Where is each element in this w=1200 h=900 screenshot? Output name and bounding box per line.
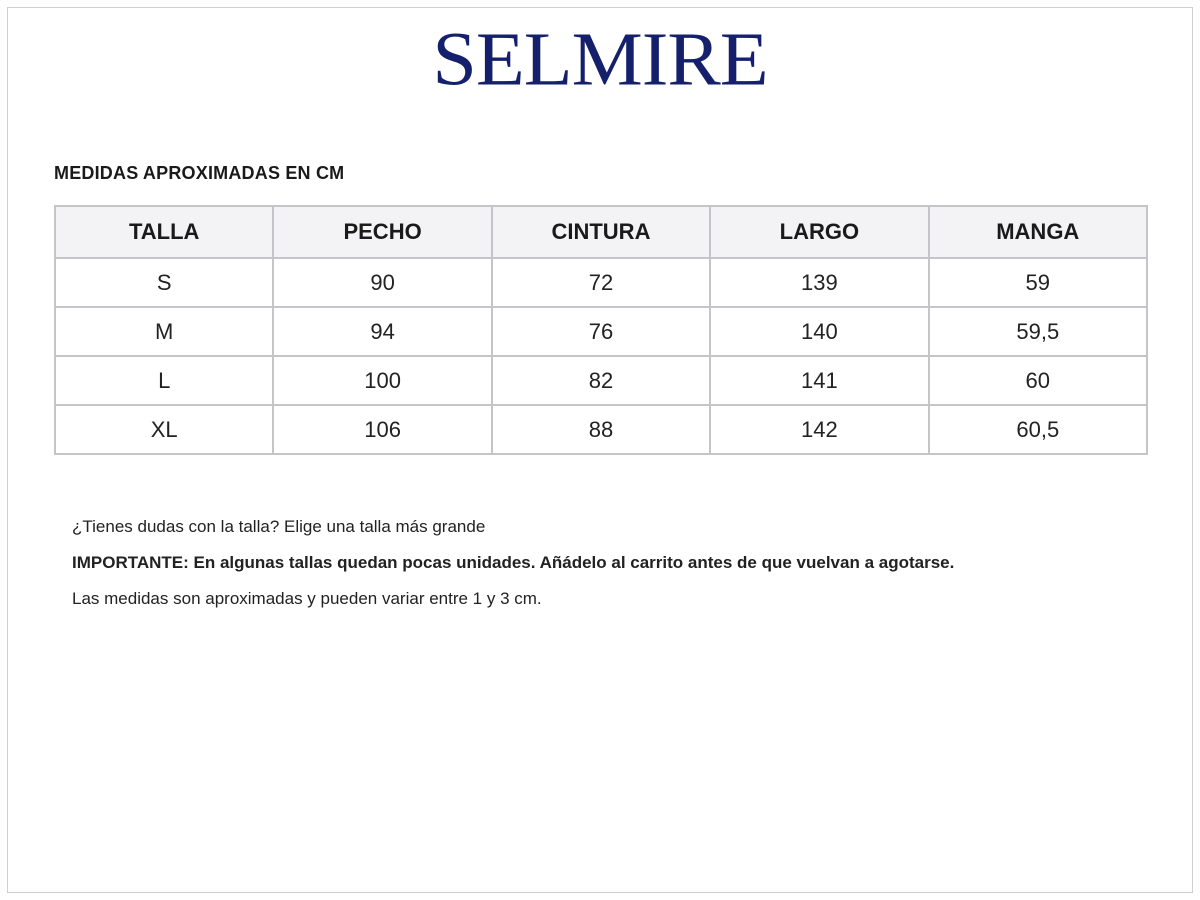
column-header-talla: TALLA [55, 206, 273, 258]
cell-largo: 140 [710, 307, 928, 356]
table-row [55, 258, 1147, 307]
cell-cintura: 82 [492, 356, 710, 405]
size-chart-table [54, 205, 1148, 455]
cell-cintura: 76 [492, 307, 710, 356]
cell-pecho: 94 [273, 307, 491, 356]
cell-largo: 142 [710, 405, 928, 454]
table-row [55, 405, 1147, 454]
cell-cintura: 72 [492, 258, 710, 307]
cell-manga: 59,5 [929, 307, 1147, 356]
size-notes [72, 515, 1152, 623]
brand-logo: SELMIRE [432, 18, 768, 102]
cell-talla: S [55, 258, 273, 307]
cell-manga: 60,5 [929, 405, 1147, 454]
cell-largo: 141 [710, 356, 928, 405]
note-doubt: ¿Tienes dudas con la talla? Elige una talla más grande [72, 517, 486, 536]
column-header-manga: MANGA [929, 206, 1147, 258]
cell-cintura: 88 [492, 405, 710, 454]
size-chart-heading: MEDIDAS APROXIMADAS EN CM [54, 163, 345, 183]
cell-manga: 59 [929, 258, 1147, 307]
table-row [55, 356, 1147, 405]
column-header-cintura: CINTURA [492, 206, 710, 258]
table-row [55, 307, 1147, 356]
note-important: IMPORTANTE: En algunas tallas quedan pocas unidades. Añádelo al carrito antes de que vuelvan a agotarse. [72, 553, 955, 572]
cell-largo: 139 [710, 258, 928, 307]
cell-pecho: 90 [273, 258, 491, 307]
note-disclaimer: Las medidas son aproximadas y pueden variar entre 1 y 3 cm. [72, 589, 542, 608]
cell-talla: M [55, 307, 273, 356]
cell-pecho: 106 [273, 405, 491, 454]
cell-talla: XL [55, 405, 273, 454]
cell-manga: 60 [929, 356, 1147, 405]
cell-talla: L [55, 356, 273, 405]
column-header-largo: LARGO [710, 206, 928, 258]
cell-pecho: 100 [273, 356, 491, 405]
column-header-pecho: PECHO [273, 206, 491, 258]
table-header-row [55, 206, 1147, 258]
